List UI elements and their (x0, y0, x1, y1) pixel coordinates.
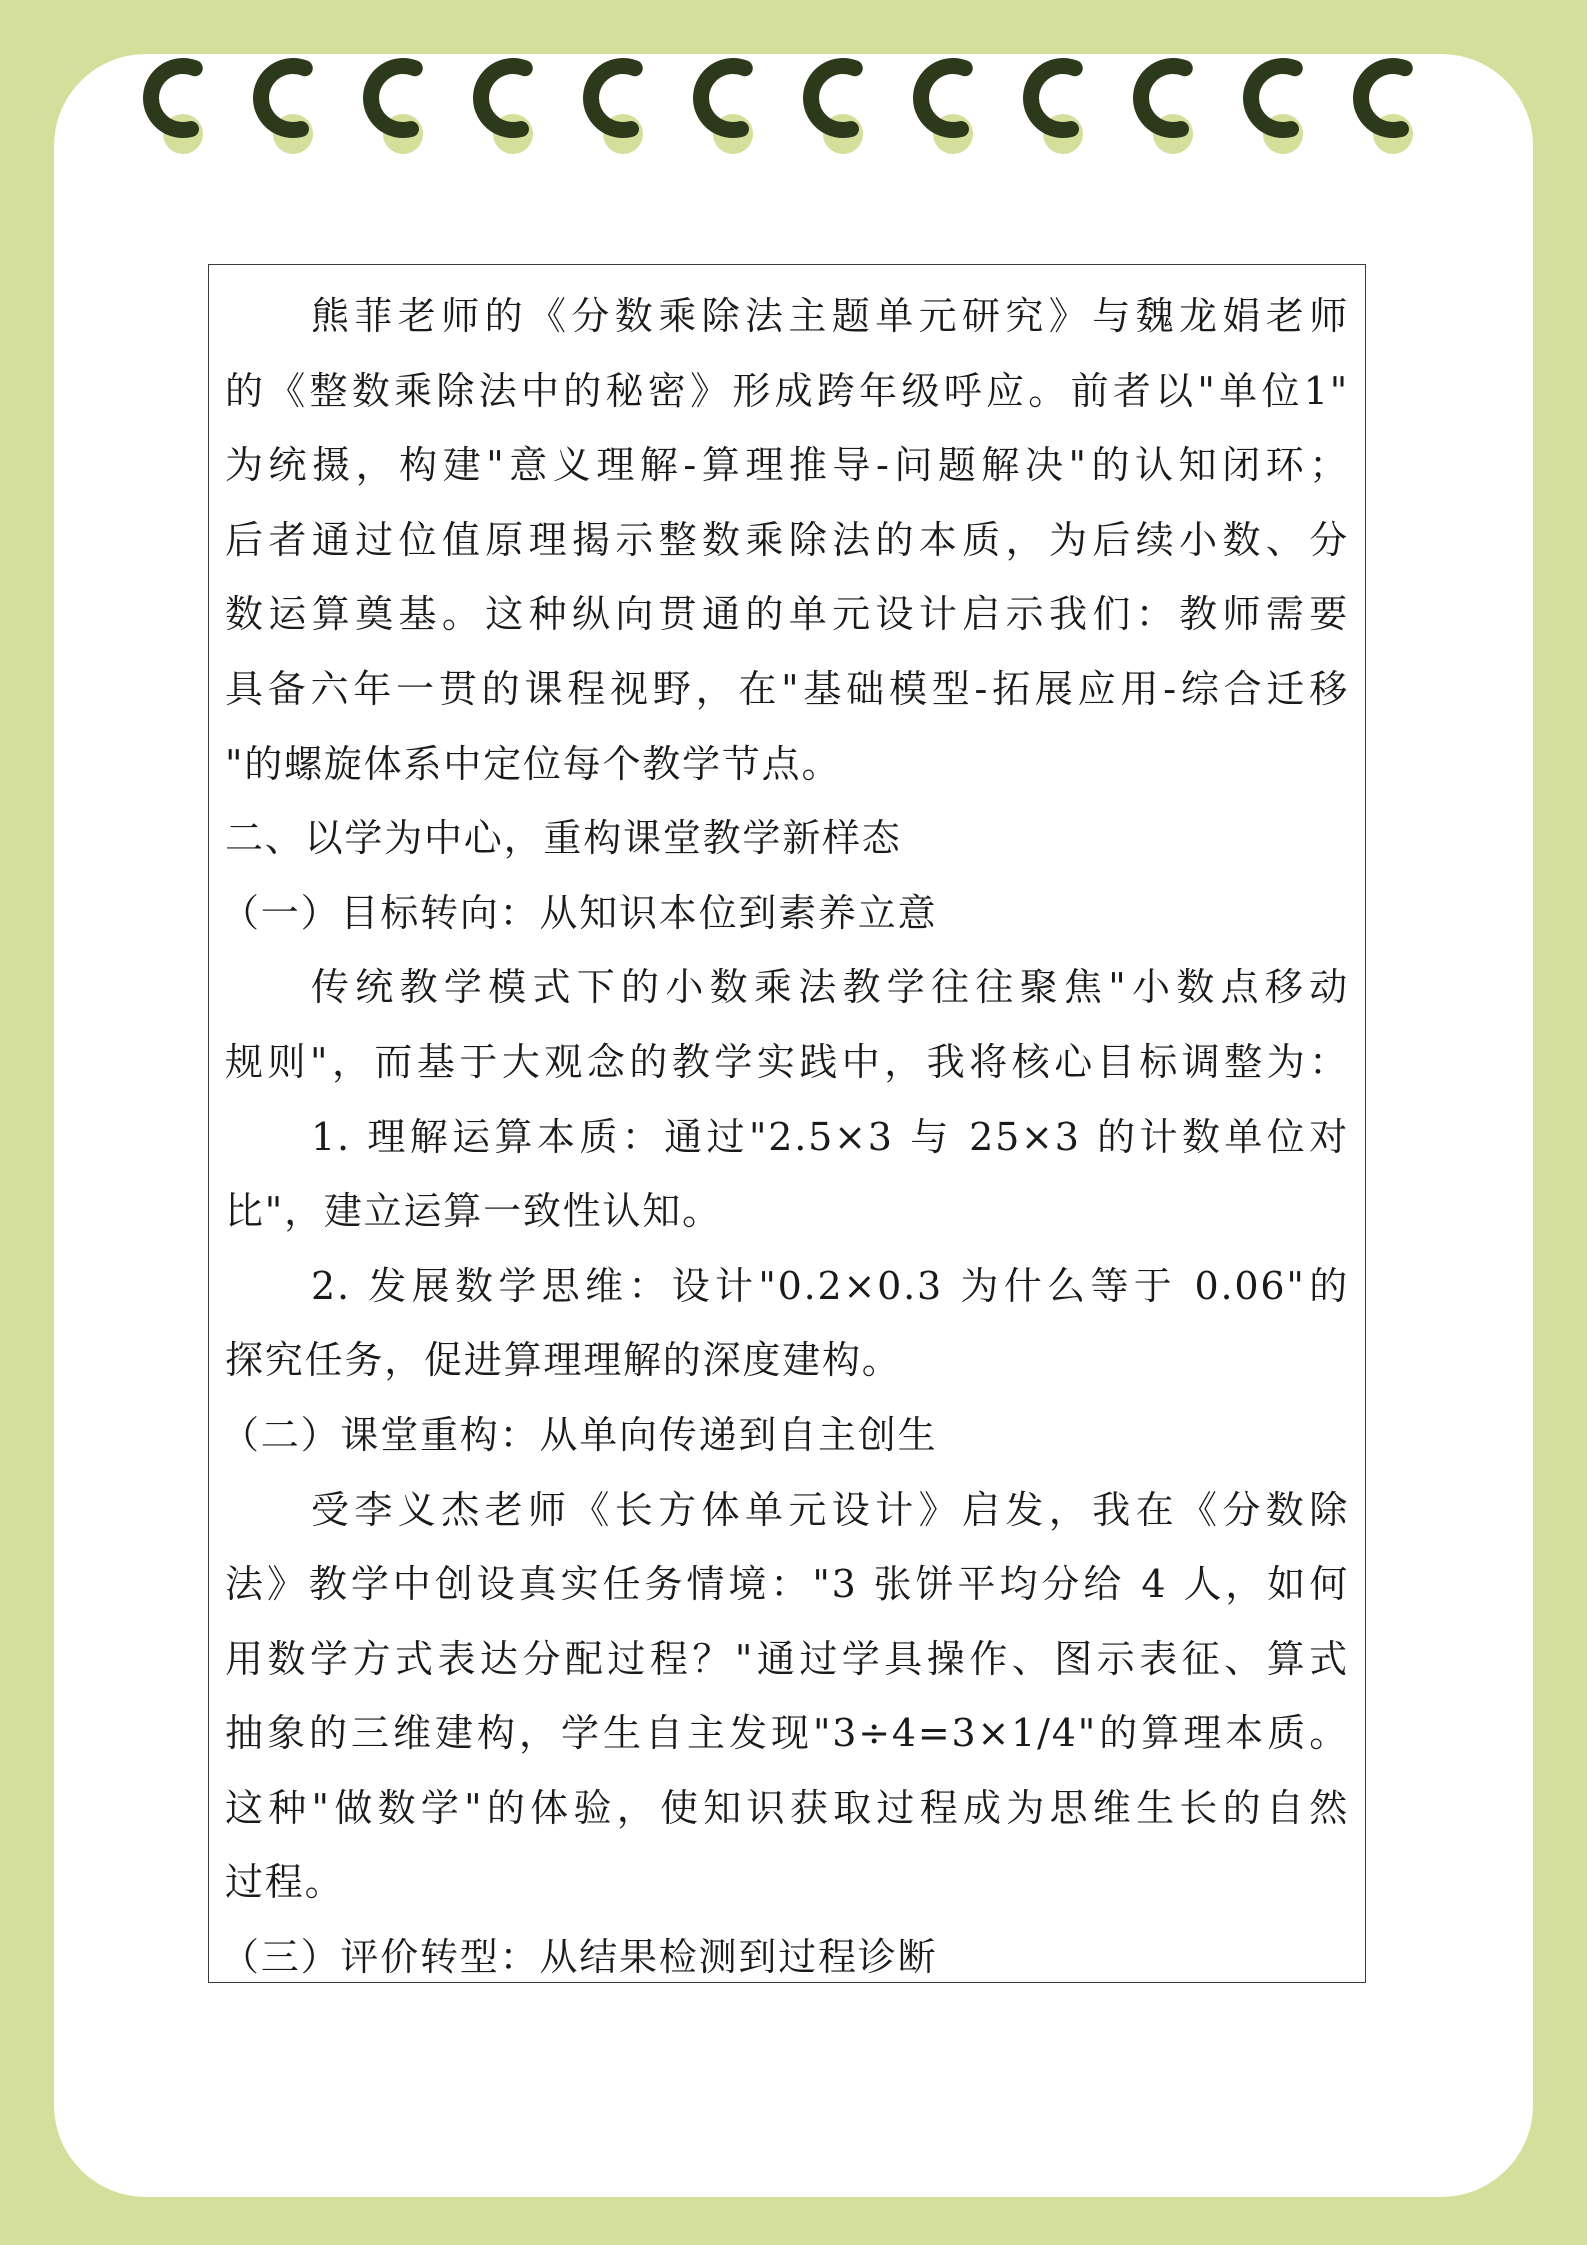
text-line: 抽象的三维建构，学生自主发现"3÷4=3×1/4"的算理本质。 (225, 1711, 1349, 1756)
list-item: 2. 发展数学思维：设计"0.2×0.3 为什么等于 0.06"的 (311, 1263, 1349, 1308)
text-box (208, 264, 1366, 1983)
text-line: 探究任务，促进算理理解的深度建构。 (225, 1338, 902, 1383)
text-line: 传统教学模式下的小数乘法教学往往聚焦"小数点移动 (311, 965, 1349, 1010)
list-item: 1. 理解运算本质：通过"2.5×3 与 25×3 的计数单位对 (311, 1114, 1349, 1159)
subsection-heading: （一）目标转向：从知识本位到素养立意 (221, 890, 938, 935)
text-line: 为统摄，构建"意义理解-算理推导-问题解决"的认知闭环； (225, 443, 1349, 488)
text-line: 规则"，而基于大观念的教学实践中，我将核心目标调整为： (225, 1039, 1349, 1084)
text-line: 用数学方式表达分配过程？"通过学具操作、图示表征、算式 (225, 1636, 1349, 1681)
subsection-heading: （三）评价转型：从结果检测到过程诊断 (221, 1935, 938, 1980)
text-line: 熊菲老师的《分数乘除法主题单元研究》与魏龙娟老师 (311, 294, 1349, 338)
text-line: 过程。 (225, 1860, 345, 1905)
text-line: 数运算奠基。这种纵向贯通的单元设计启示我们：教师需要 (225, 592, 1349, 637)
subsection-heading: （二）课堂重构：从单向传递到自主创生 (221, 1412, 938, 1457)
text-line: 受李义杰老师《长方体单元设计》启发，我在《分数除 (311, 1487, 1349, 1532)
text-line: 具备六年一贯的课程视野，在"基础模型-拓展应用-综合迁移 (225, 666, 1349, 711)
text-line: 后者通过位值原理揭示整数乘除法的本质，为后续小数、分 (225, 517, 1349, 562)
section-heading: 二、以学为中心，重构课堂教学新样态 (225, 816, 902, 861)
spiral-binding (0, 0, 1587, 170)
text-line: 的《整数乘除法中的秘密》形成跨年级呼应。前者以"单位1" (225, 368, 1349, 413)
text-line: "的螺旋体系中定位每个教学节点。 (225, 741, 842, 786)
text-line: 比"，建立运算一致性认知。 (225, 1189, 722, 1234)
text-line: 这种"做数学"的体验，使知识获取过程成为思维生长的自然 (225, 1785, 1349, 1830)
text-line: 法》教学中创设真实任务情境："3 张饼平均分给 4 人，如何 (225, 1562, 1349, 1607)
